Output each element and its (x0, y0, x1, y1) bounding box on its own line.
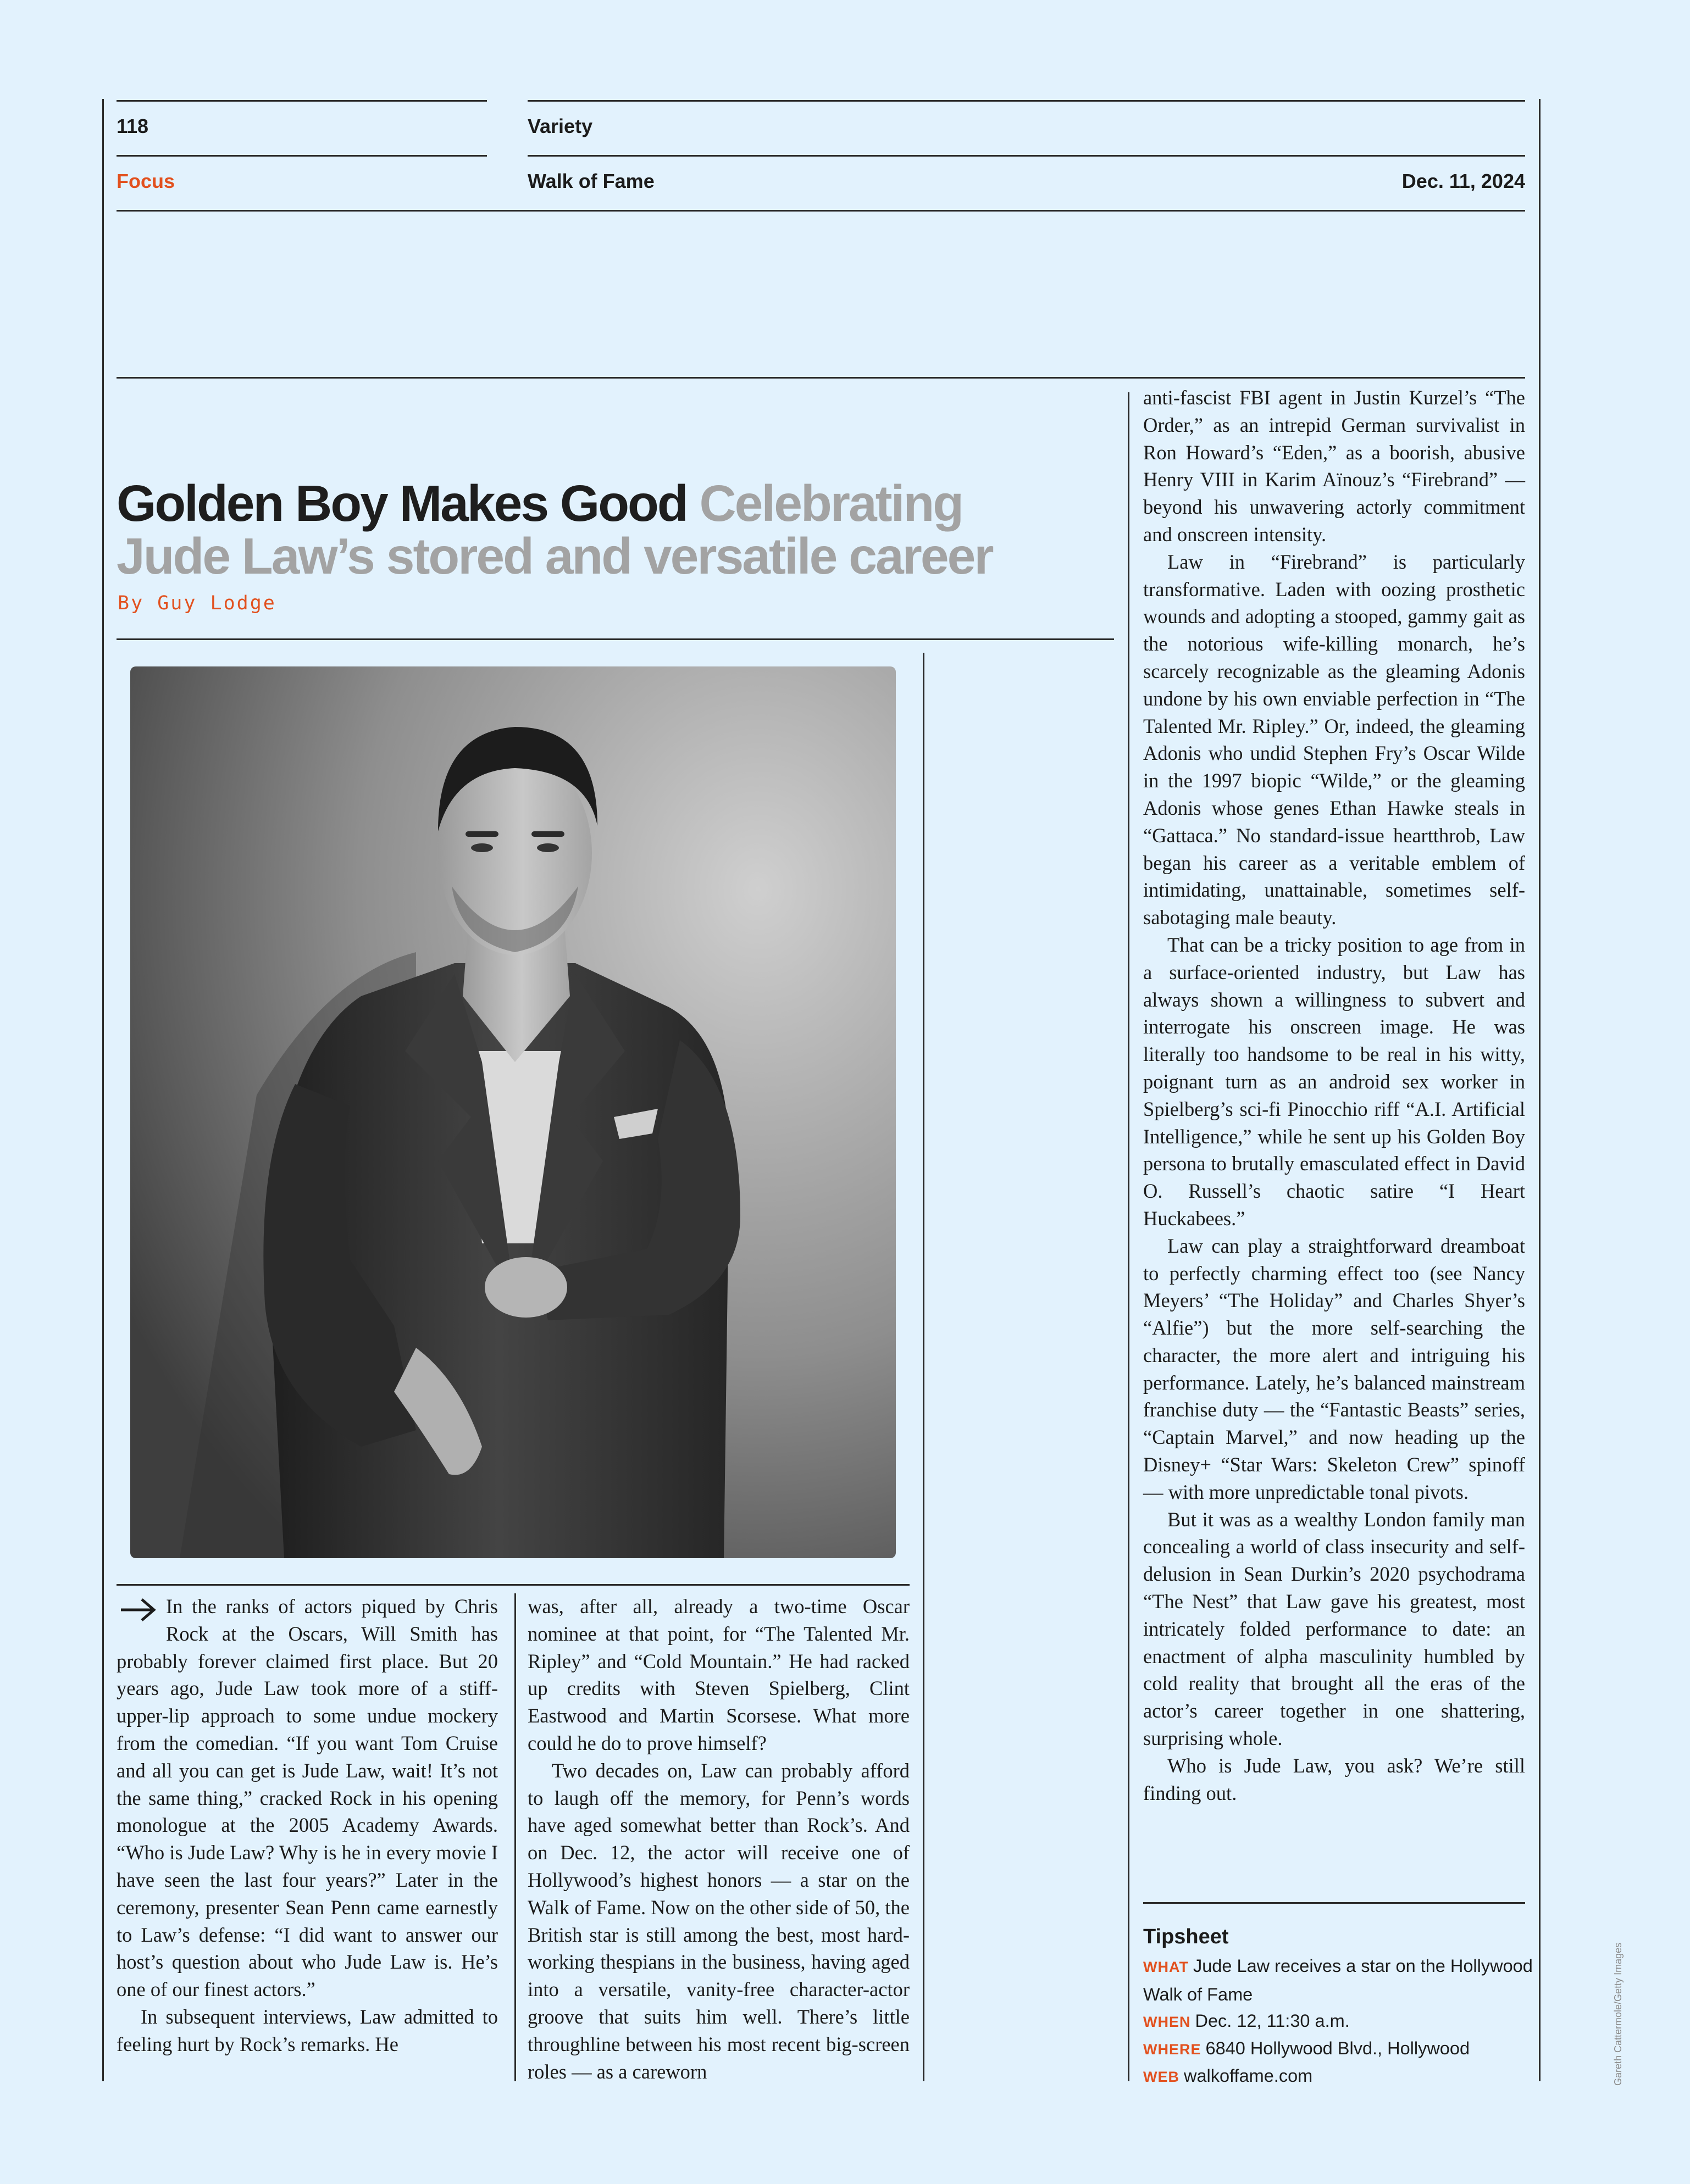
section-label: Focus (117, 170, 175, 192)
headline-main: Golden Boy Makes Good (117, 475, 687, 532)
page-number: 118 (117, 115, 149, 137)
tipsheet-web-label: WEB (1143, 2069, 1179, 2085)
subsection-label: Walk of Fame (528, 170, 655, 192)
issue-date: Dec. 11, 2024 (1401, 170, 1525, 192)
headline-sub-line2: Jude Law’s stored and versatile career (117, 527, 993, 585)
tipsheet-when-label: WHEN (1143, 2014, 1191, 2030)
article-paragraph: In the ranks of actors piqued by Chris Rock at the Oscars, Will Smith has probably forever claimed first place. But 20 years ago, Jude Law took more of a stiff-upper-lip approach to some undue mockery from the comedian. “If you want Tom Cruise and all you can get is Jude Law, wait! It’s not the same thing,” cracked Rock in his opening monologue at the 2005 Academy Awards. “Who is Jude Law? Why is he in every movie I have seen the last four years?” Later in the ceremony, presenter Sean Penn came earnestly to Law’s defense: “I did want to answer our host’s question about who Jude Law is. He’s one of our finest actors.” (117, 1595, 498, 2001)
right-arrow-icon (117, 1596, 166, 1624)
content-top-rule (117, 377, 1525, 379)
tipsheet-when (1143, 2007, 1539, 2036)
tipsheet-where (1143, 2035, 1539, 2063)
article-paragraph: Law can play a straightforward dreamboat to perfectly charming effect too (see Nancy Meyers’ “The Holiday” and Charles Shyer’s “Alfie”) but the more self-searching the character, the more alert and intriguing his performance. Lately, he’s balanced mainstream franchise duty — the “Fantastic Beasts” series, “Captain Marvel,” and now heading up the Disney+ “Star Wars: Skeleton Crew” spinoff — with more unpredictable tonal pivots. (1143, 1234, 1525, 1503)
header-rule-mid-right (528, 155, 1525, 157)
article-column-2 (528, 1593, 910, 2085)
header-rule-top-right (528, 100, 1525, 102)
article-paragraph: But it was as a wealthy London family man concealing a world of class insecurity and self-delusion in Sean Durkin’s 2020 psychodrama “The Nest” that Law gave his greatest, most intricately folded performance to date: an enactment of alpha masculinity humbled by cold reality that brought all the eras of the actor’s career together in one shattering, surprising whole. (1143, 1508, 1525, 1750)
tipsheet-web (1143, 2062, 1539, 2091)
article-paragraph: Law in “Firebrand” is particularly transformative. Laden with oozing prosthetic wounds and adopting a stooped, gammy gait as the notorious wife-killing monarch, he’s scarcely recognizable as the gleaming Adonis undone by his own enviable perfection in “The Talented Mr. Ripley.” Or, indeed, the gleaming Adonis who undid Stephen Fry’s Oscar Wilde in the 1997 biopic “Wilde,” or the gleaming Adonis whose genes Ethan Hawke steals in “Gattaca.” No standard-issue heartthrob, Law began his career as a veritable emblem of intimidating, unattainable, sometimes self-sabotaging male beauty. (1143, 550, 1525, 929)
article-paragraph: Two decades on, Law can probably afford to laugh off the memory, for Penn’s words have aged somewhat better than Rock’s. And on Dec. 12, the actor will receive one of Hollywood’s highest honors — a star on the Walk of Fame. Now on the other side of 50, the British star is still among the best, most hard-working thespians in the business, having aged into a versatile, vanity-free character-actor groove that suits him well. There’s little throughline between his most recent big-screen roles — as a careworn (528, 1759, 910, 2083)
article-paragraph: anti-fascist FBI agent in Justin Kurzel’s “The Order,” as an intrepid German survivalist in Ron Howard’s “Eden,” as a boorish, abusive Henry VIII in Karim Aïnouz’s “Firebrand” — beyond his unwavering actorly commitment and onscreen intensity. (1143, 386, 1525, 546)
header-rule-bottom (117, 210, 1525, 212)
col3-left-rule (1128, 392, 1129, 2081)
frame-left-rule (102, 99, 104, 2081)
col-divider-rule (514, 1593, 516, 2081)
header-rule-mid-left (117, 155, 487, 157)
article-paragraph: was, after all, already a two-time Oscar nominee at that point, for “The Talented Mr. Ripley” and “Cold Mountain.” He had racked up credits with Steven Spielberg, Clint Eastwood and Martin Scorsese. What more could he do to prove himself? (528, 1595, 910, 1754)
body-top-rule (117, 1584, 910, 1586)
article-column-1 (117, 1593, 498, 2058)
tipsheet-what-label: WHAT (1143, 1959, 1189, 1975)
header-rule-top-left (117, 100, 487, 102)
photo-credit: Gareth Cattermole/Getty Images (1613, 1942, 1623, 2086)
tipsheet-top-rule (1143, 1902, 1525, 1904)
frame-right-rule (1539, 99, 1541, 2081)
byline: By Guy Lodge (118, 592, 276, 614)
tipsheet-when-value: Dec. 12, 11:30 a.m. (1195, 2011, 1350, 2031)
portrait-photo (130, 666, 896, 1558)
publication-name: Variety (528, 115, 593, 137)
article-column-3 (1143, 384, 1525, 1807)
tipsheet-what-value: Jude Law receives a star on the Hollywood Walk of Fame (1143, 1956, 1533, 2004)
tipsheet-title: Tipsheet (1143, 1925, 1229, 1948)
tipsheet-web-link[interactable]: walkoffame.com (1184, 2066, 1313, 2086)
article-paragraph: That can be a tricky position to age from in a surface-oriented industry, but Law has always shown a willingness to subvert and interrogate his onscreen image. He was literally too handsome to be real in his witty, poignant turn as an android sex worker in Spielberg’s sci-fi Pinocchio riff “A.I. Artificial Intelligence,” while he sent up his Golden Boy persona to brutally emasculated effect in David O. Russell’s chaotic satire “I Heart Huckabees.” (1143, 933, 1525, 1230)
article-paragraph: Who is Jude Law, you ask? We’re still finding out. (1143, 1754, 1525, 1804)
article-paragraph: In subsequent interviews, Law admitted to feeling hurt by Rock’s remarks. He (117, 2005, 498, 2055)
tipsheet-what (1143, 1952, 1539, 2008)
headline (117, 475, 1117, 585)
headline-bottom-rule (117, 638, 1114, 640)
photo-right-rule (923, 653, 924, 2081)
headline-sub-line1: Celebrating (699, 475, 963, 532)
tipsheet-where-value: 6840 Hollywood Blvd., Hollywood (1205, 2038, 1470, 2058)
tipsheet-where-label: WHERE (1143, 2041, 1201, 2058)
